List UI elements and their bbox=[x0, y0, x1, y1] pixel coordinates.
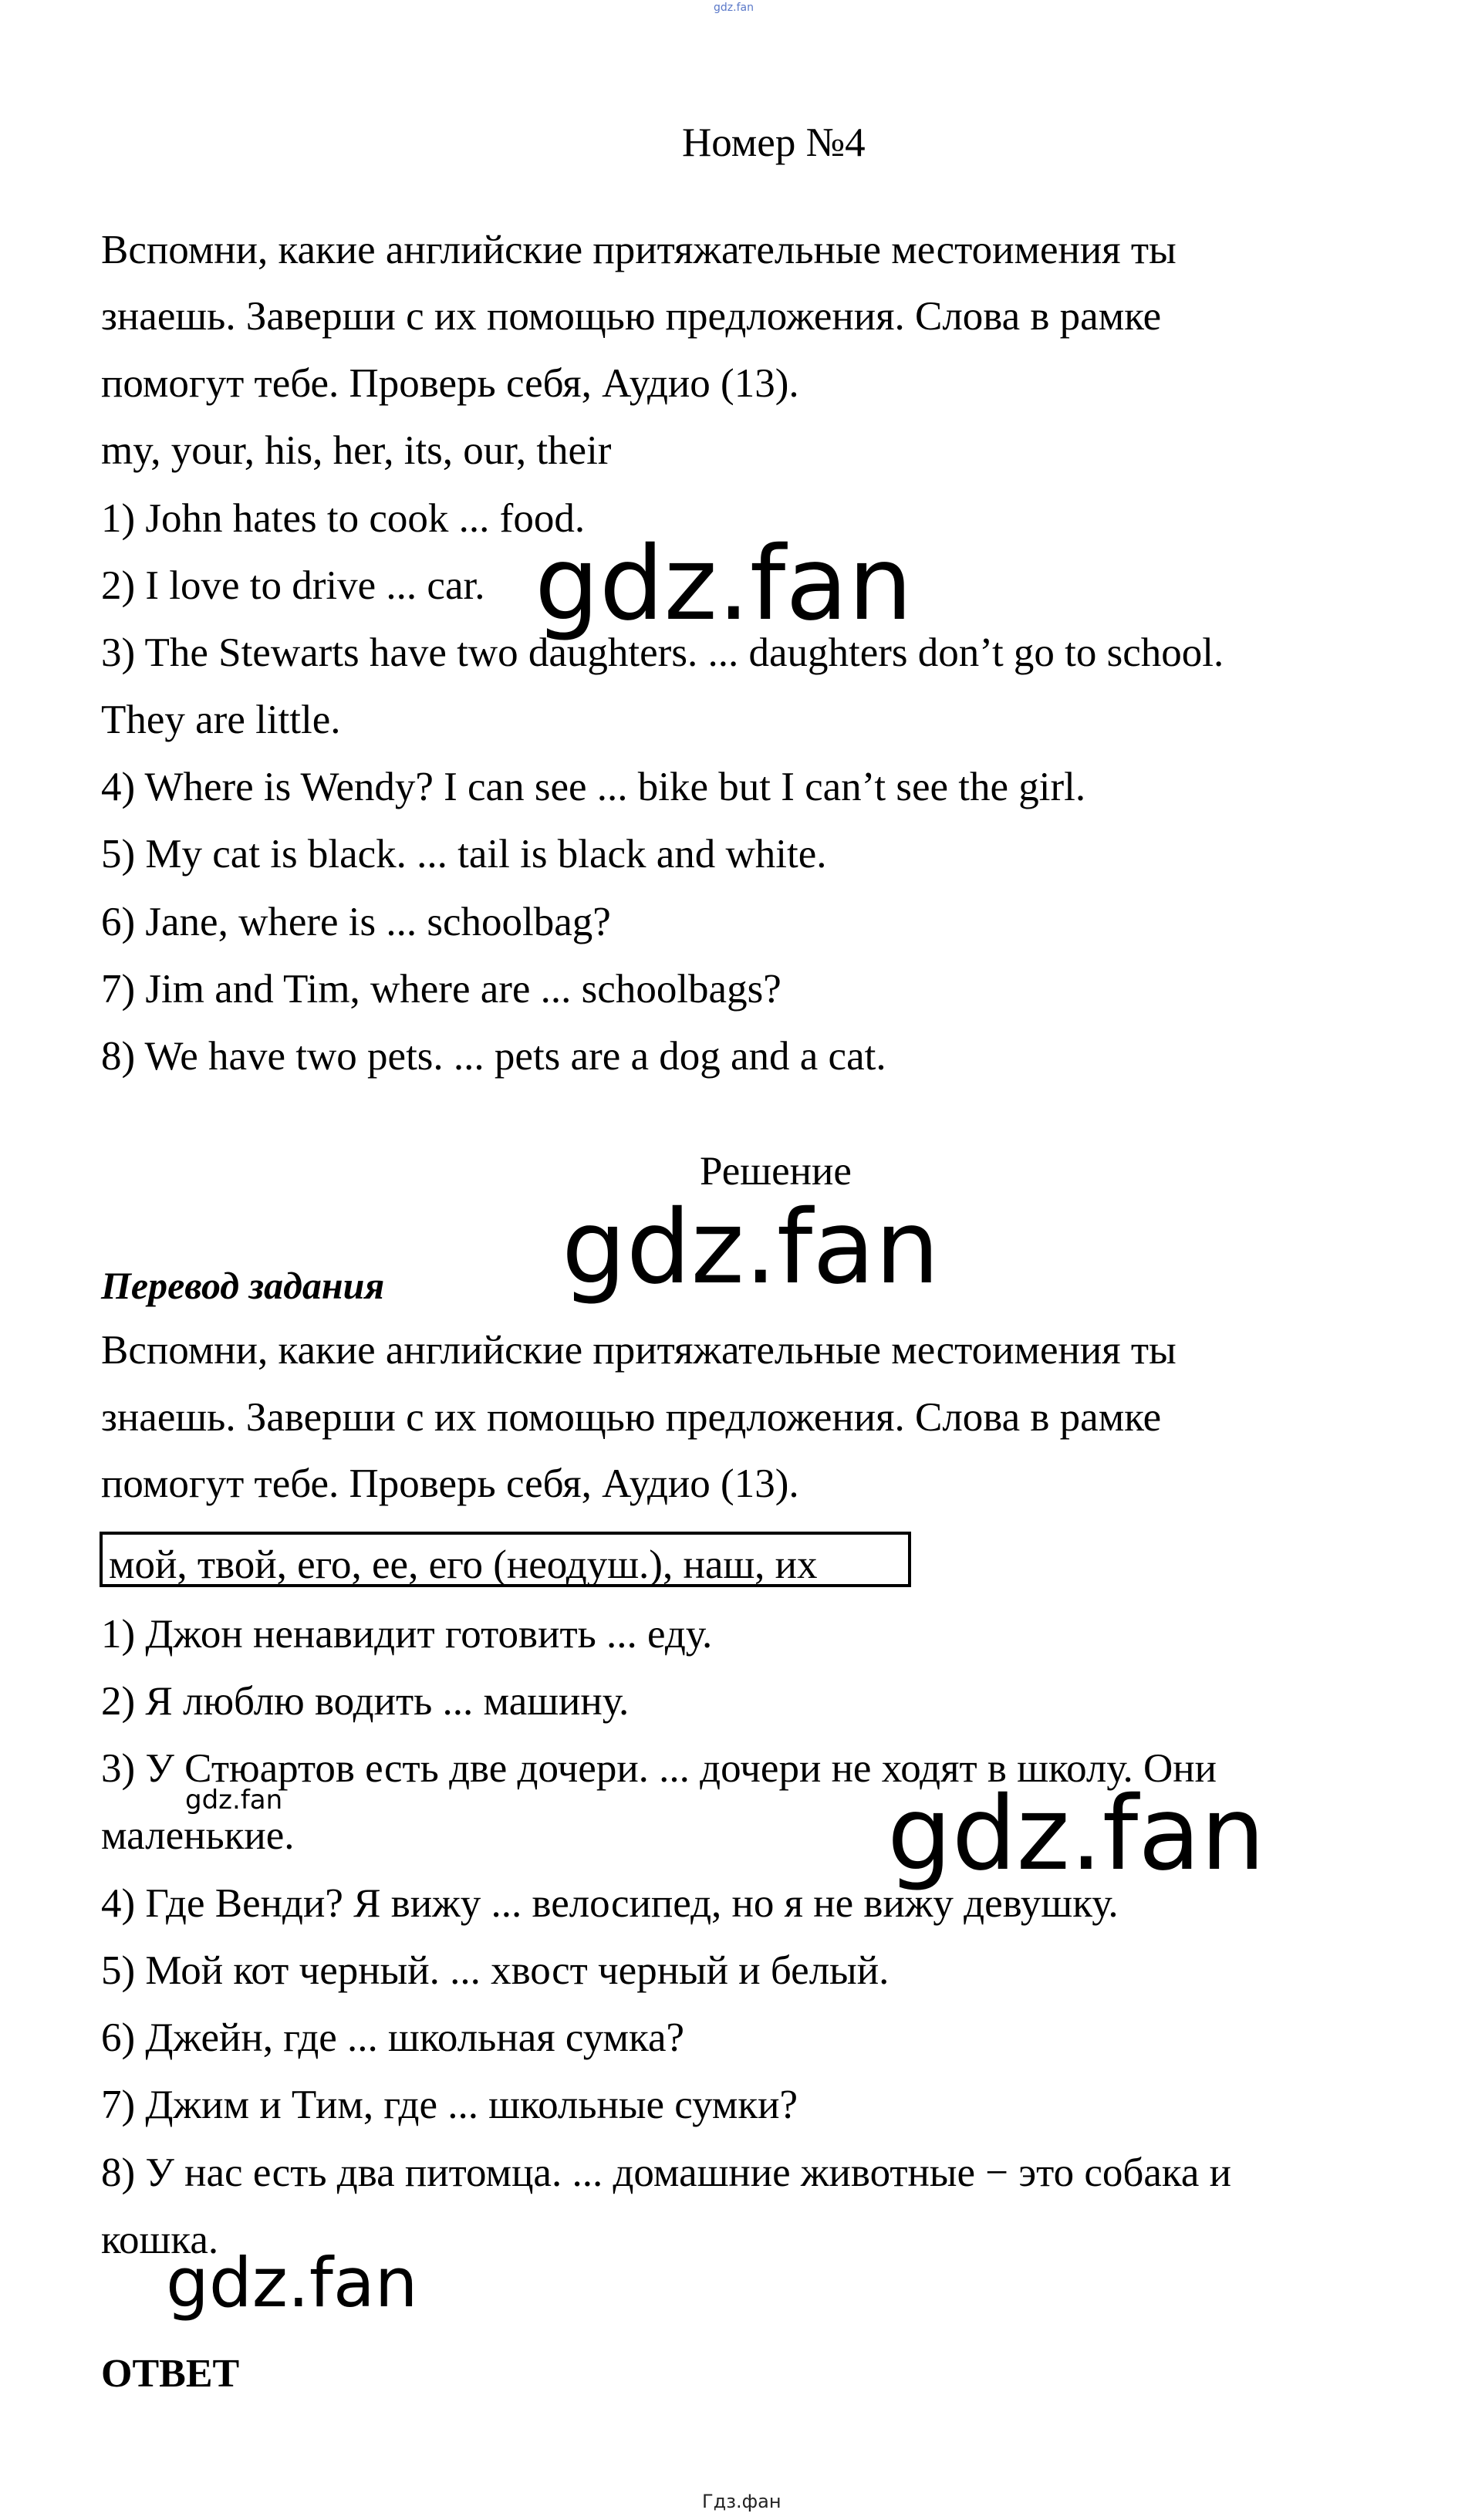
solution-item-6: 6) Джейн, где ... школьная сумка? bbox=[101, 2015, 685, 2060]
task-item-8: 8) We have two pets. ... pets are a dog and a cat. bbox=[101, 1034, 886, 1079]
solution-item-3: 3) У Стюартов есть две дочери. ... дочери не ходят в школу. Они bbox=[101, 1746, 1217, 1791]
footer-watermark: Гдз.фан bbox=[702, 2491, 782, 2512]
solution-item-8: 8) У нас есть два питомца. ... домашние животные − это собака и bbox=[101, 2150, 1231, 2195]
watermark-1: gdz.fan bbox=[535, 525, 913, 644]
task-item-5: 5) My cat is black. ... tail is black and white. bbox=[101, 832, 827, 877]
solution-item-1: 1) Джон ненавидит готовить ... еду. bbox=[101, 1612, 713, 1657]
top-watermark: gdz.fan bbox=[714, 2, 754, 14]
solution-instruction-line-2: знаешь. Заверши с их помощью предложения. Слова в рамке bbox=[101, 1395, 1162, 1440]
task-item-3: 3) The Stewarts have two daughters. ... daughters don’t go to school. bbox=[101, 630, 1224, 675]
task-instruction-line-1: Вспомни, какие английские притяжательные местоимения ты bbox=[101, 228, 1176, 272]
watermark-4: gdz.fan bbox=[887, 1775, 1265, 1893]
task-word-list: my, your, his, her, its, our, their bbox=[101, 428, 612, 473]
solution-item-7: 7) Джим и Тим, где ... школьные сумки? bbox=[101, 2083, 798, 2127]
solution-instruction-line-3: помогут тебе. Проверь себя, Аудио (13). bbox=[101, 1461, 799, 1506]
task-item-4: 4) Where is Wendy? I can see ... bike but I can’t see the girl. bbox=[101, 765, 1086, 809]
watermark-3: gdz.fan bbox=[185, 1785, 283, 1816]
watermark-2: gdz.fan bbox=[562, 1188, 940, 1307]
word-box-text: мой, твой, его, ее, его (неодуш.), наш, их bbox=[109, 1542, 818, 1587]
solution-heading: Решение bbox=[700, 1149, 852, 1194]
task-instruction-line-3: помогут тебе. Проверь себя, Аудио (13). bbox=[101, 361, 799, 406]
solution-item-3-cont: маленькие. bbox=[101, 1813, 295, 1858]
solution-instruction-line-1: Вспомни, какие английские притяжательные местоимения ты bbox=[101, 1328, 1176, 1373]
task-item-2: 2) I love to drive ... car. bbox=[101, 563, 485, 608]
task-title: Номер №4 bbox=[682, 120, 866, 165]
solution-item-4: 4) Где Венди? Я вижу ... велосипед, но я не вижу девушку. bbox=[101, 1881, 1119, 1926]
word-box bbox=[100, 1532, 911, 1587]
task-item-3-cont: They are little. bbox=[101, 698, 341, 742]
translation-heading: Перевод задания bbox=[101, 1264, 385, 1307]
solution-item-5: 5) Мой кот черный. ... хвост черный и белый. bbox=[101, 1948, 890, 1993]
task-item-6: 6) Jane, where is ... schoolbag? bbox=[101, 900, 611, 944]
task-item-7: 7) Jim and Tim, where are ... schoolbags? bbox=[101, 967, 782, 1012]
answer-heading: ОТВЕТ bbox=[101, 2352, 240, 2396]
task-instruction-line-2: знаешь. Заверши с их помощью предложения. Слова в рамке bbox=[101, 294, 1162, 339]
task-item-1: 1) John hates to cook ... food. bbox=[101, 496, 586, 541]
solution-item-2: 2) Я люблю водить ... машину. bbox=[101, 1679, 630, 1724]
watermark-5: gdz.fan bbox=[166, 2243, 418, 2322]
solution-item-8-cont: кошка. bbox=[101, 2218, 219, 2262]
